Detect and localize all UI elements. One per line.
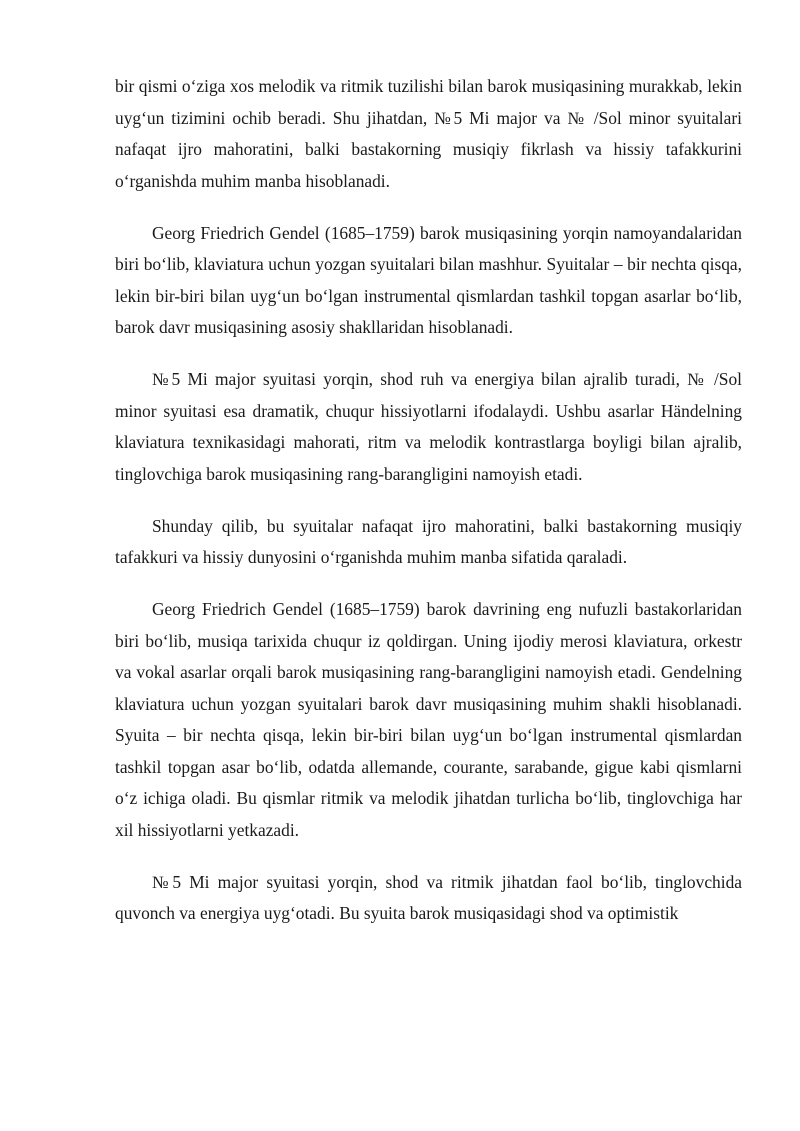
paragraph-suites-contrast: №5 Mi major syuitasi yorqin, shod ruh va energiya bilan ajralib turadi, № /Sol minor syuitasi esa dramatik, chuqur hissiyotlarni ifodalaydi. Ushbu asarlar Händelning klaviatura texnikasidagi mahorati, ritm va melodik kontrastlarga boyligi bilan ajralib, tinglovchiga barok musiqasining rang-barangligini namoyish etadi. [115, 369, 742, 484]
paragraph-continued: bir qismi o‘ziga xos melodik va ritmik tuzilishi bilan barok musiqasining murakkab, lekin uyg‘un tizimini ochib beradi. Shu jihatdan, №5 Mi major va № /Sol minor syuitalari nafaqat ijro mahoratini, balki bastakorning musiqiy fikrlash va hissiy tafakkurini o‘rganishda muhim manba hisoblanadi. [115, 76, 742, 191]
paragraph-gendel-intro: Georg Friedrich Gendel (1685–1759) barok musiqasining yorqin namoyandalaridan biri bo‘lib, klaviatura uchun yozgan syuitalari bilan mashhur. Syuitalar – bir nechta qisqa, lekin bir-biri bilan uyg‘un bo‘lgan instrumental qismlardan tashkil topgan asarlar bo‘lib, barok davr musiqasining asosiy shakllaridan hisoblanadi. [115, 222, 742, 337]
paragraph-conclusion: Shunday qilib, bu syuitalar nafaqat ijro mahoratini, balki bastakorning musiqiy tafakkuri va hissiy dunyosini o‘rganishda muhim manba sifatida qaraladi. [115, 515, 742, 567]
paragraph-suite-5: №5 Mi major syuitasi yorqin, shod va ritmik jihatdan faol bo‘lib, tinglovchida quvonch va energiya uyg‘otadi. Bu syuita barok musiqasidagi shod va optimistik [115, 871, 742, 923]
body-text [115, 71, 742, 950]
paragraph-gendel-legacy: Georg Friedrich Gendel (1685–1759) barok davrining eng nufuzli bastakorlaridan biri bo‘lib, musiqa tarixida chuqur iz qoldirgan. Uning ijodiy merosi klaviatura, orkestr va vokal asarlar orqali barok musiqasining rang-barangligini namoyish etadi. Gendelning klaviatura uchun yozgan syuitalari barok davr musiqasining muhim shakli hisoblanadi. Syuita – bir nechta qisqa, lekin bir-biri bilan uyg‘un bo‘lgan instrumental qismlardan tashkil topgan asar bo‘lib, odatda allemande, courante, sarabande, gigue kabi qismlarni o‘z ichiga oladi. Bu qismlar ritmik va melodik jihatdan turlicha bo‘lib, tinglovchiga har xil hissiyotlarni yetkazadi. [115, 599, 742, 840]
